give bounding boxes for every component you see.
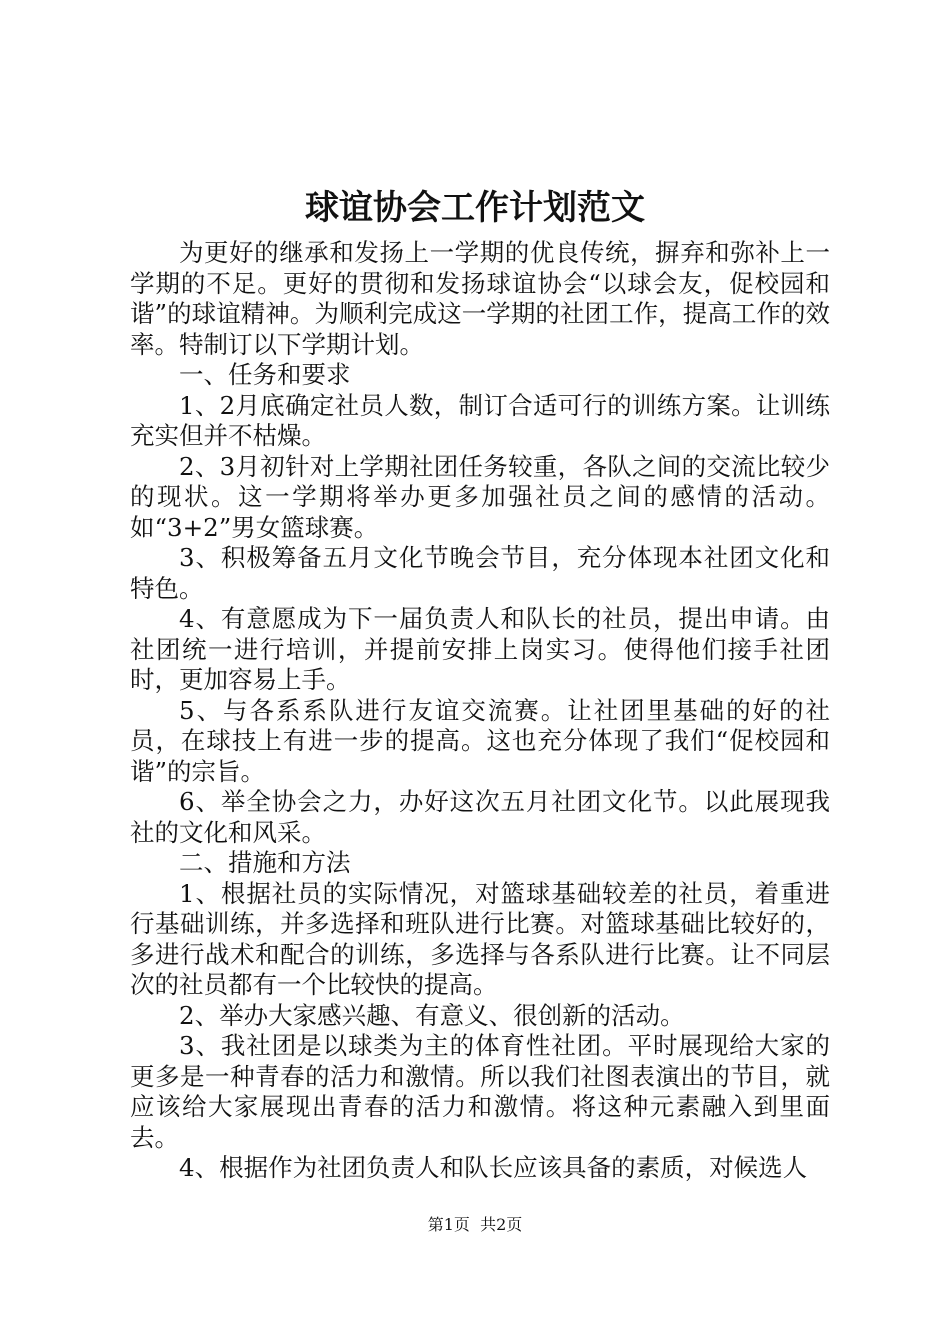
paragraph-method-1: 1、根据社员的实际情况，对篮球基础较差的社员，着重进行基础训练，并多选择和班队进行比赛。对篮球基础比较好的，多进行战术和配合的训练，多选择与各系队进行比赛。让不同层次的社员都有一个比较快的提高。: [130, 878, 830, 999]
page-footer: [0, 1215, 950, 1235]
page-number-label: 第1页 共2页: [427, 1215, 523, 1234]
document-title: 球谊协会工作计划范文: [305, 188, 645, 228]
paragraph-task-2: 2、3月初针对上学期社团任务较重，各队之间的交流比较少的现状。这一学期将举办更多加强社员之间的感情的活动。如“3+2”男女篮球赛。: [130, 451, 830, 542]
section-heading-methods: 二、措施和方法: [179, 848, 351, 877]
paragraph-method-2: 2、举办大家感兴趣、有意义、很创新的活动。: [179, 1000, 685, 1030]
paragraph-task-1: 1、2月底确定社员人数，制订合适可行的训练方案。让训练充实但并不枯燥。: [130, 390, 830, 450]
paragraph-method-3: 3、我社团是以球类为主的体育性社团。平时展现给大家的更多是一种青春的活力和激情。所以我们社图表演出的节目，就应该给大家展现出青春的活力和激情。将这种元素融入到里面去。: [130, 1031, 830, 1152]
paragraph-task-6: 6、举全协会之力，办好这次五月社团文化节。以此展现我社的文化和风采。: [130, 787, 830, 847]
section-heading-tasks: 一、任务和要求: [179, 360, 351, 389]
document-body: [130, 238, 830, 1184]
paragraph-intro: 为更好的继承和发扬上一学期的优良传统，摒弃和弥补上一学期的不足。更好的贯彻和发扬球谊协会“以球会友，促校园和谐”的球谊精神。为顺利完成这一学期的社团工作，提高工作的效率。特制订以下学期计划。: [130, 238, 830, 359]
paragraph-task-5: 5、与各系系队进行友谊交流赛。让社团里基础的好的社员，在球技上有进一步的提高。这也充分体现了我们“促校园和谐”的宗旨。: [130, 695, 830, 786]
paragraph-method-4: 4、根据作为社团负责人和队长应该具备的素质，对候选人: [179, 1153, 808, 1182]
paragraph-task-3: 3、积极筹备五月文化节晚会节目，充分体现本社团文化和特色。: [130, 543, 830, 603]
paragraph-task-4: 4、有意愿成为下一届负责人和队长的社员，提出申请。由社团统一进行培训，并提前安排上岗实习。使得他们接手社团时，更加容易上手。: [130, 604, 830, 694]
